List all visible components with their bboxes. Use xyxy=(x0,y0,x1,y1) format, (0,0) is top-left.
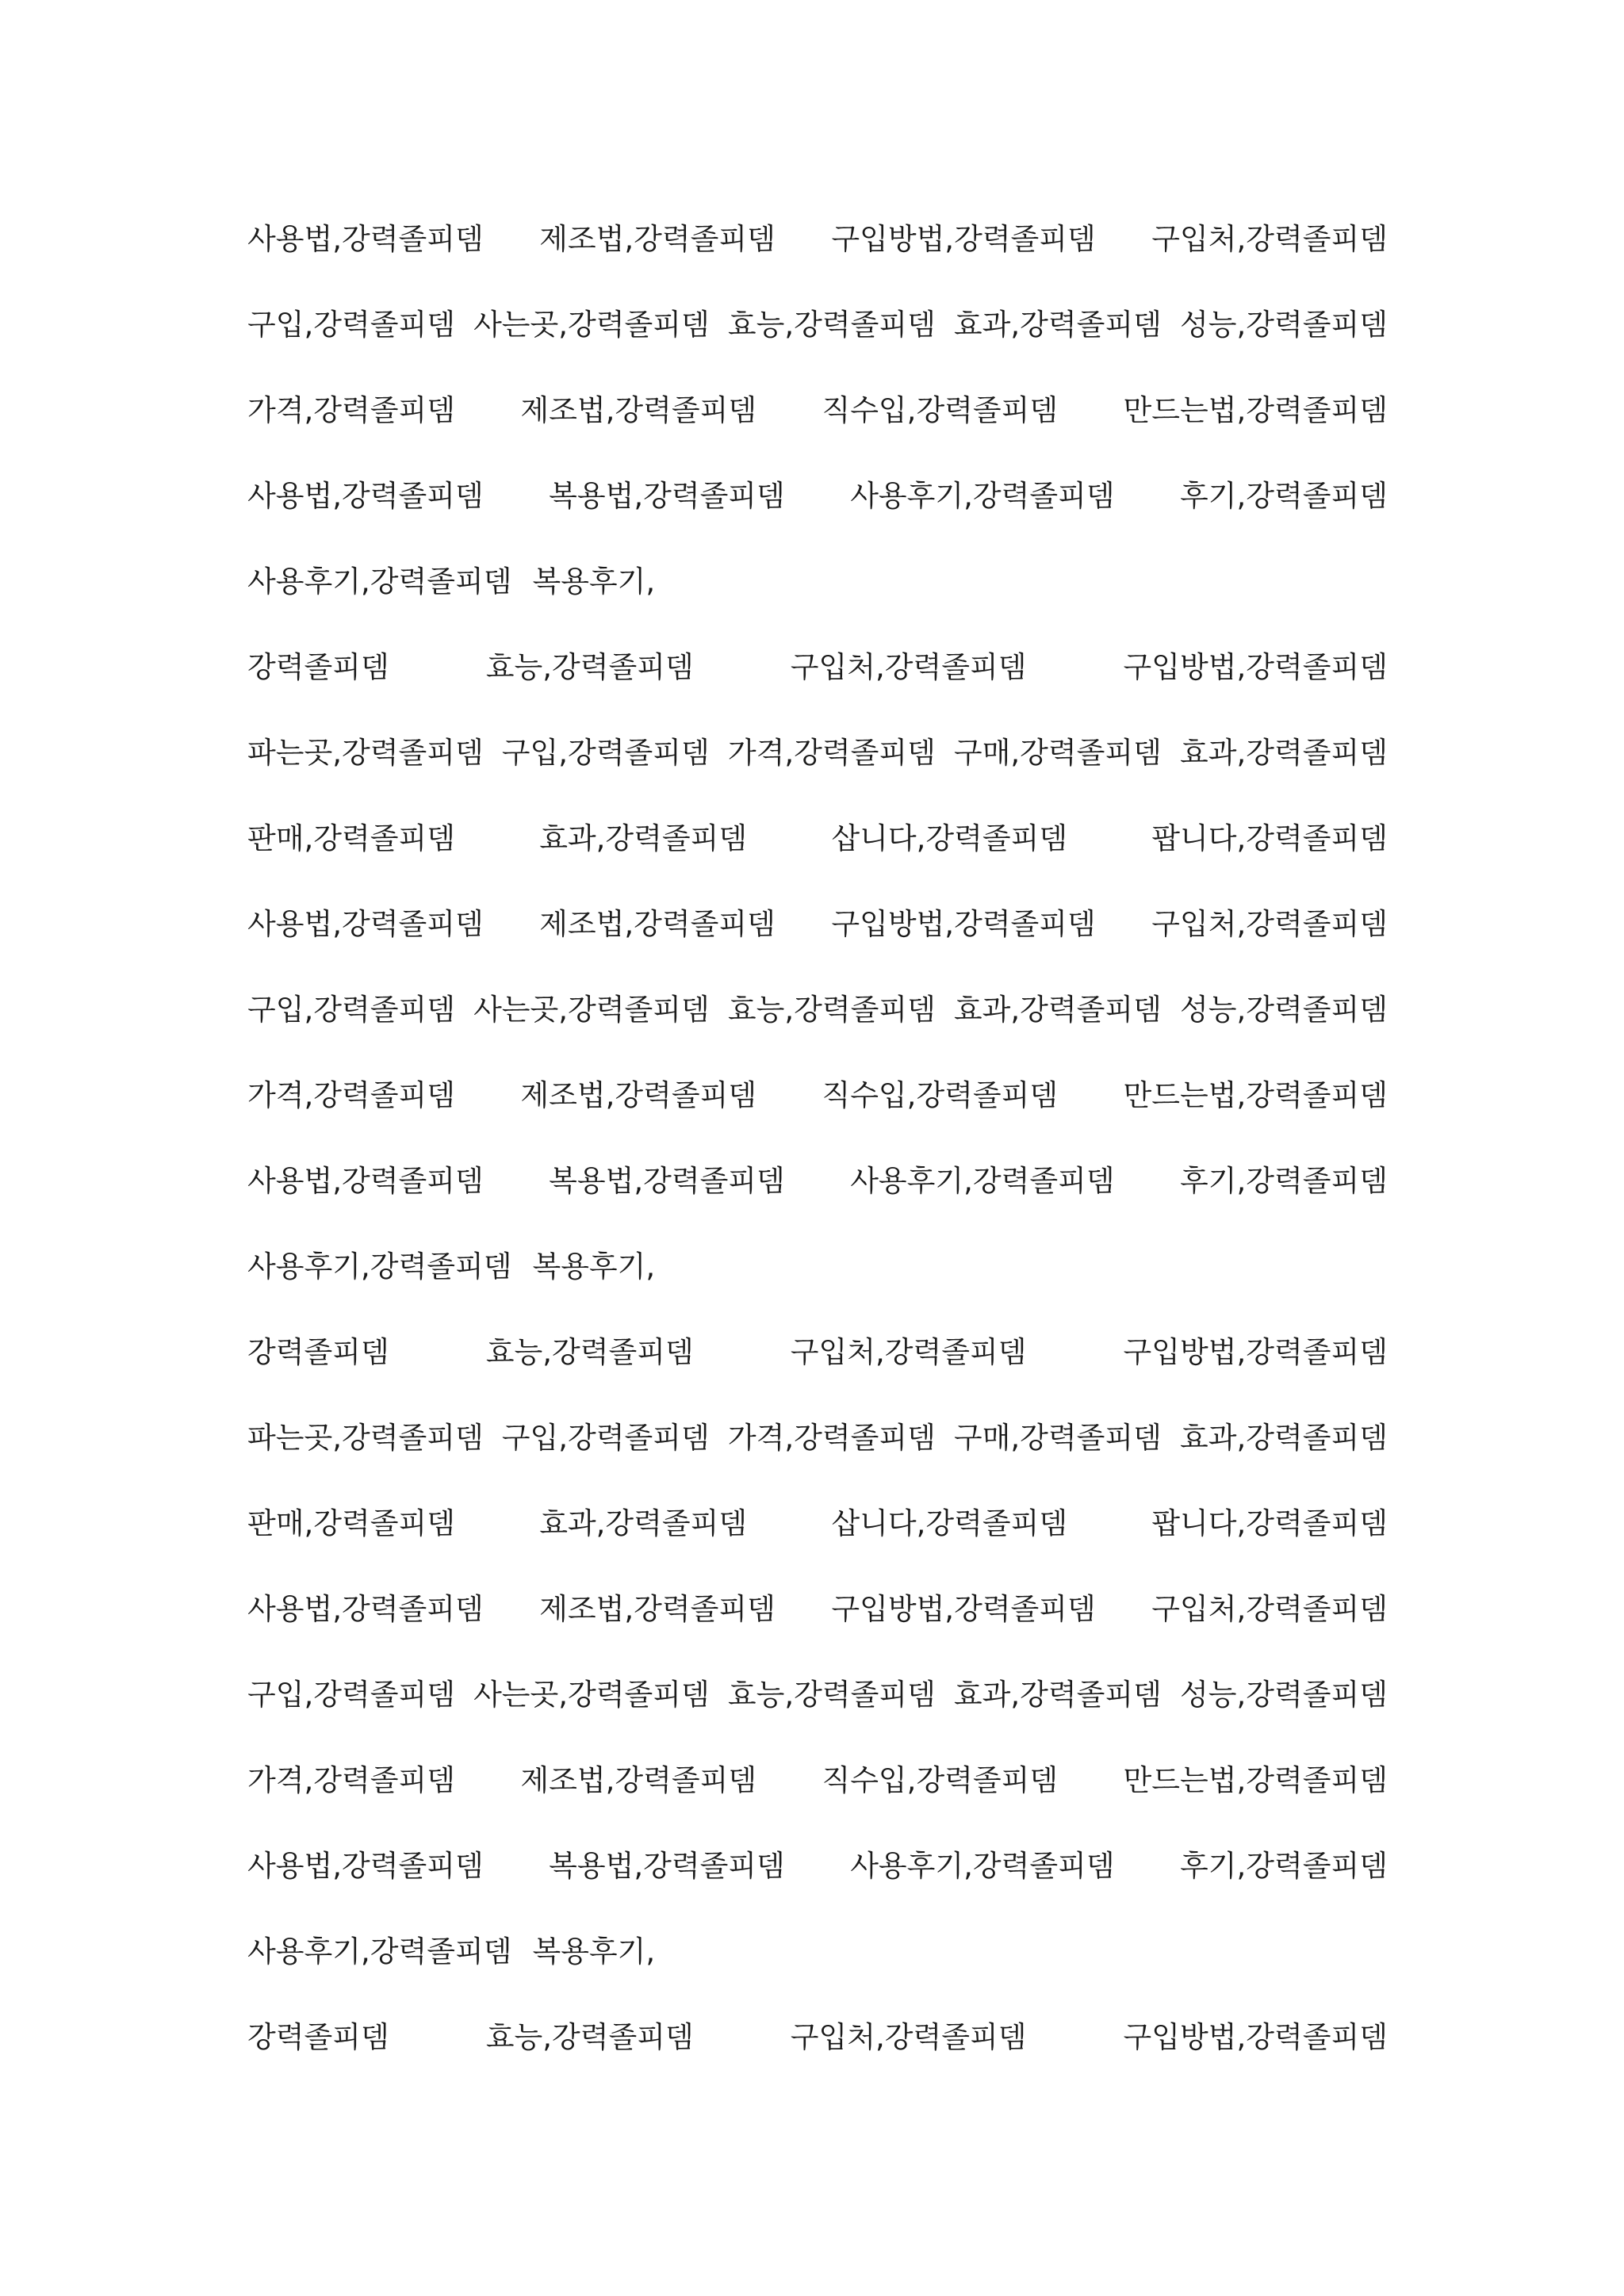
text-segment: 후기,강력졸피뎀 xyxy=(1180,1849,1388,1883)
text-segment: 구입처,강력졸피뎀 xyxy=(1151,1592,1388,1626)
text-segment: 직수입,강력졸피뎀 xyxy=(822,1763,1059,1797)
text-segment: 사용후기,강력졸피뎀 xyxy=(850,1849,1115,1883)
text-line xyxy=(247,301,1388,387)
text-segment: 효능,강력졸피뎀 xyxy=(485,2020,694,2054)
text-segment: 효과,강력졸피뎀 xyxy=(953,993,1162,1027)
text-segment: 삽니다,강력졸피뎀 xyxy=(831,821,1068,855)
text-segment: 복용후기, xyxy=(532,564,656,599)
text-line xyxy=(247,729,1388,815)
text-segment: 삽니다,강력졸피뎀 xyxy=(831,1506,1068,1540)
text-segment: 복용법,강력졸피뎀 xyxy=(549,1164,785,1198)
text-line xyxy=(247,1928,1388,2014)
text-segment: 팝니다,강력졸피뎀 xyxy=(1151,821,1388,855)
text-segment: 효능,강력졸피뎀 xyxy=(727,1678,936,1712)
text-segment: 판매,강력졸피뎀 xyxy=(247,821,455,855)
text-segment: 구입방법,강력졸피뎀 xyxy=(831,907,1096,941)
text-segment: 구입방법,강력졸피뎀 xyxy=(831,1592,1096,1626)
text-segment: 효능,강력졸피뎀 xyxy=(485,650,694,684)
text-segment: 복용후기, xyxy=(532,1934,656,1969)
text-segment: 만드는법,강력졸피뎀 xyxy=(1123,1078,1388,1112)
text-segment: 직수입,강력졸피뎀 xyxy=(822,393,1059,427)
text-segment: 사용후기,강력졸피뎀 xyxy=(247,1934,512,1969)
text-segment: 구입방법,강력졸피뎀 xyxy=(831,222,1096,256)
text-line xyxy=(247,815,1388,901)
text-segment: 사는곳,강력졸피뎀 xyxy=(473,993,710,1027)
text-line xyxy=(247,387,1388,473)
text-segment: 가격,강력졸피뎀 xyxy=(247,393,455,427)
text-line xyxy=(247,1243,1388,1329)
text-segment: 구매,강력졸피뎀 xyxy=(953,1421,1162,1455)
text-segment: 가격,강력졸피뎀 xyxy=(247,1763,455,1797)
text-segment: 사용법,강력졸피뎀 xyxy=(247,479,484,513)
text-segment: 파는곳,강력졸피뎀 xyxy=(247,1421,484,1455)
text-line xyxy=(247,1329,1388,1414)
text-segment: 효과,강력졸피뎀 xyxy=(1179,1421,1388,1455)
text-line xyxy=(247,1158,1388,1243)
text-segment: 효과,강력졸피뎀 xyxy=(953,1678,1162,1712)
text-segment: 가격,강력졸피뎀 xyxy=(727,1421,936,1455)
text-segment: 효과,강력졸피뎀 xyxy=(953,308,1162,342)
text-segment: 구입처,강력졸피뎀 xyxy=(790,650,1027,684)
text-segment: 복용후기, xyxy=(532,1249,656,1284)
text-segment: 구입,강력졸피뎀 xyxy=(247,993,455,1027)
text-line xyxy=(247,1843,1388,1928)
text-line xyxy=(247,473,1388,558)
text-segment: 사용법,강력졸피뎀 xyxy=(247,1849,484,1883)
text-line xyxy=(247,1586,1388,1671)
text-segment: 사용후기,강력졸피뎀 xyxy=(850,479,1115,513)
text-line xyxy=(247,2014,1388,2099)
text-line xyxy=(247,901,1388,986)
text-segment: 효과,강력졸피뎀 xyxy=(1179,736,1388,770)
text-line xyxy=(247,1072,1388,1158)
text-segment: 만드는법,강력졸피뎀 xyxy=(1123,1763,1388,1797)
text-segment: 가격,강력졸피뎀 xyxy=(247,1078,455,1112)
text-segment: 사용후기,강력졸피뎀 xyxy=(850,1164,1115,1198)
text-segment: 가격,강력졸피뎀 xyxy=(727,736,936,770)
text-segment: 후기,강력졸피뎀 xyxy=(1180,479,1388,513)
text-segment: 제조법,강력졸피뎀 xyxy=(520,1078,757,1112)
text-segment: 사용법,강력졸피뎀 xyxy=(247,1164,484,1198)
text-line xyxy=(247,1757,1388,1843)
text-segment: 강력졸피뎀 xyxy=(247,2020,389,2054)
text-segment: 직수입,강력졸피뎀 xyxy=(822,1078,1059,1112)
text-line xyxy=(247,644,1388,729)
text-segment: 효능,강력졸피뎀 xyxy=(727,308,936,342)
text-segment: 성능,강력졸피뎀 xyxy=(1179,308,1388,342)
text-segment: 사는곳,강력졸피뎀 xyxy=(473,1678,710,1712)
text-segment: 사용후기,강력졸피뎀 xyxy=(247,1249,512,1284)
text-segment: 파는곳,강력졸피뎀 xyxy=(247,736,484,770)
text-segment: 제조법,강력졸피뎀 xyxy=(539,1592,776,1626)
text-segment: 구입방법,강력졸피뎀 xyxy=(1123,650,1388,684)
text-line xyxy=(247,986,1388,1072)
text-segment: 구매,강력졸피뎀 xyxy=(953,736,1162,770)
text-segment: 판매,강력졸피뎀 xyxy=(247,1506,455,1540)
text-line xyxy=(247,1500,1388,1586)
text-segment: 사용법,강력졸피뎀 xyxy=(247,907,484,941)
text-line xyxy=(247,1414,1388,1500)
text-line xyxy=(247,1671,1388,1757)
text-segment: 사는곳,강력졸피뎀 xyxy=(473,308,710,342)
text-segment: 구입처,강력졸피뎀 xyxy=(1151,907,1388,941)
text-segment: 복용법,강력졸피뎀 xyxy=(549,479,785,513)
text-segment: 후기,강력졸피뎀 xyxy=(1180,1164,1388,1198)
text-segment: 효능,강력졸피뎀 xyxy=(485,1335,694,1369)
text-segment: 구입,강력졸피뎀 xyxy=(247,1678,455,1712)
text-segment: 강력졸피뎀 xyxy=(247,650,389,684)
text-segment: 구입,강력졸피뎀 xyxy=(247,308,455,342)
text-segment: 구입방법,강력졸피뎀 xyxy=(1123,1335,1388,1369)
text-line xyxy=(247,216,1388,301)
text-segment: 구입처,강력졸피뎀 xyxy=(790,2020,1027,2054)
text-segment: 구입처,강력졸피뎀 xyxy=(790,1335,1027,1369)
text-segment: 효과,강력졸피뎀 xyxy=(539,1506,748,1540)
text-segment: 복용법,강력졸피뎀 xyxy=(549,1849,785,1883)
text-segment: 사용후기,강력졸피뎀 xyxy=(247,564,512,599)
text-segment: 사용법,강력졸피뎀 xyxy=(247,222,484,256)
document-body xyxy=(247,216,1388,2099)
text-segment: 효능,강력졸피뎀 xyxy=(727,993,936,1027)
text-segment: 제조법,강력졸피뎀 xyxy=(539,222,776,256)
text-line xyxy=(247,558,1388,644)
text-segment: 만드는법,강력졸피뎀 xyxy=(1123,393,1388,427)
text-segment: 강력졸피뎀 xyxy=(247,1335,389,1369)
text-segment: 제조법,강력졸피뎀 xyxy=(539,907,776,941)
text-segment: 구입방법,강력졸피뎀 xyxy=(1123,2020,1388,2054)
text-segment: 효과,강력졸피뎀 xyxy=(539,821,748,855)
text-segment: 제조법,강력졸피뎀 xyxy=(520,1763,757,1797)
text-segment: 사용법,강력졸피뎀 xyxy=(247,1592,484,1626)
text-segment: 구입,강력졸피뎀 xyxy=(501,736,710,770)
text-segment: 구입처,강력졸피뎀 xyxy=(1151,222,1388,256)
text-segment: 성능,강력졸피뎀 xyxy=(1179,993,1388,1027)
text-segment: 구입,강력졸피뎀 xyxy=(501,1421,710,1455)
text-segment: 성능,강력졸피뎀 xyxy=(1179,1678,1388,1712)
text-segment: 팝니다,강력졸피뎀 xyxy=(1151,1506,1388,1540)
text-segment: 제조법,강력졸피뎀 xyxy=(520,393,757,427)
